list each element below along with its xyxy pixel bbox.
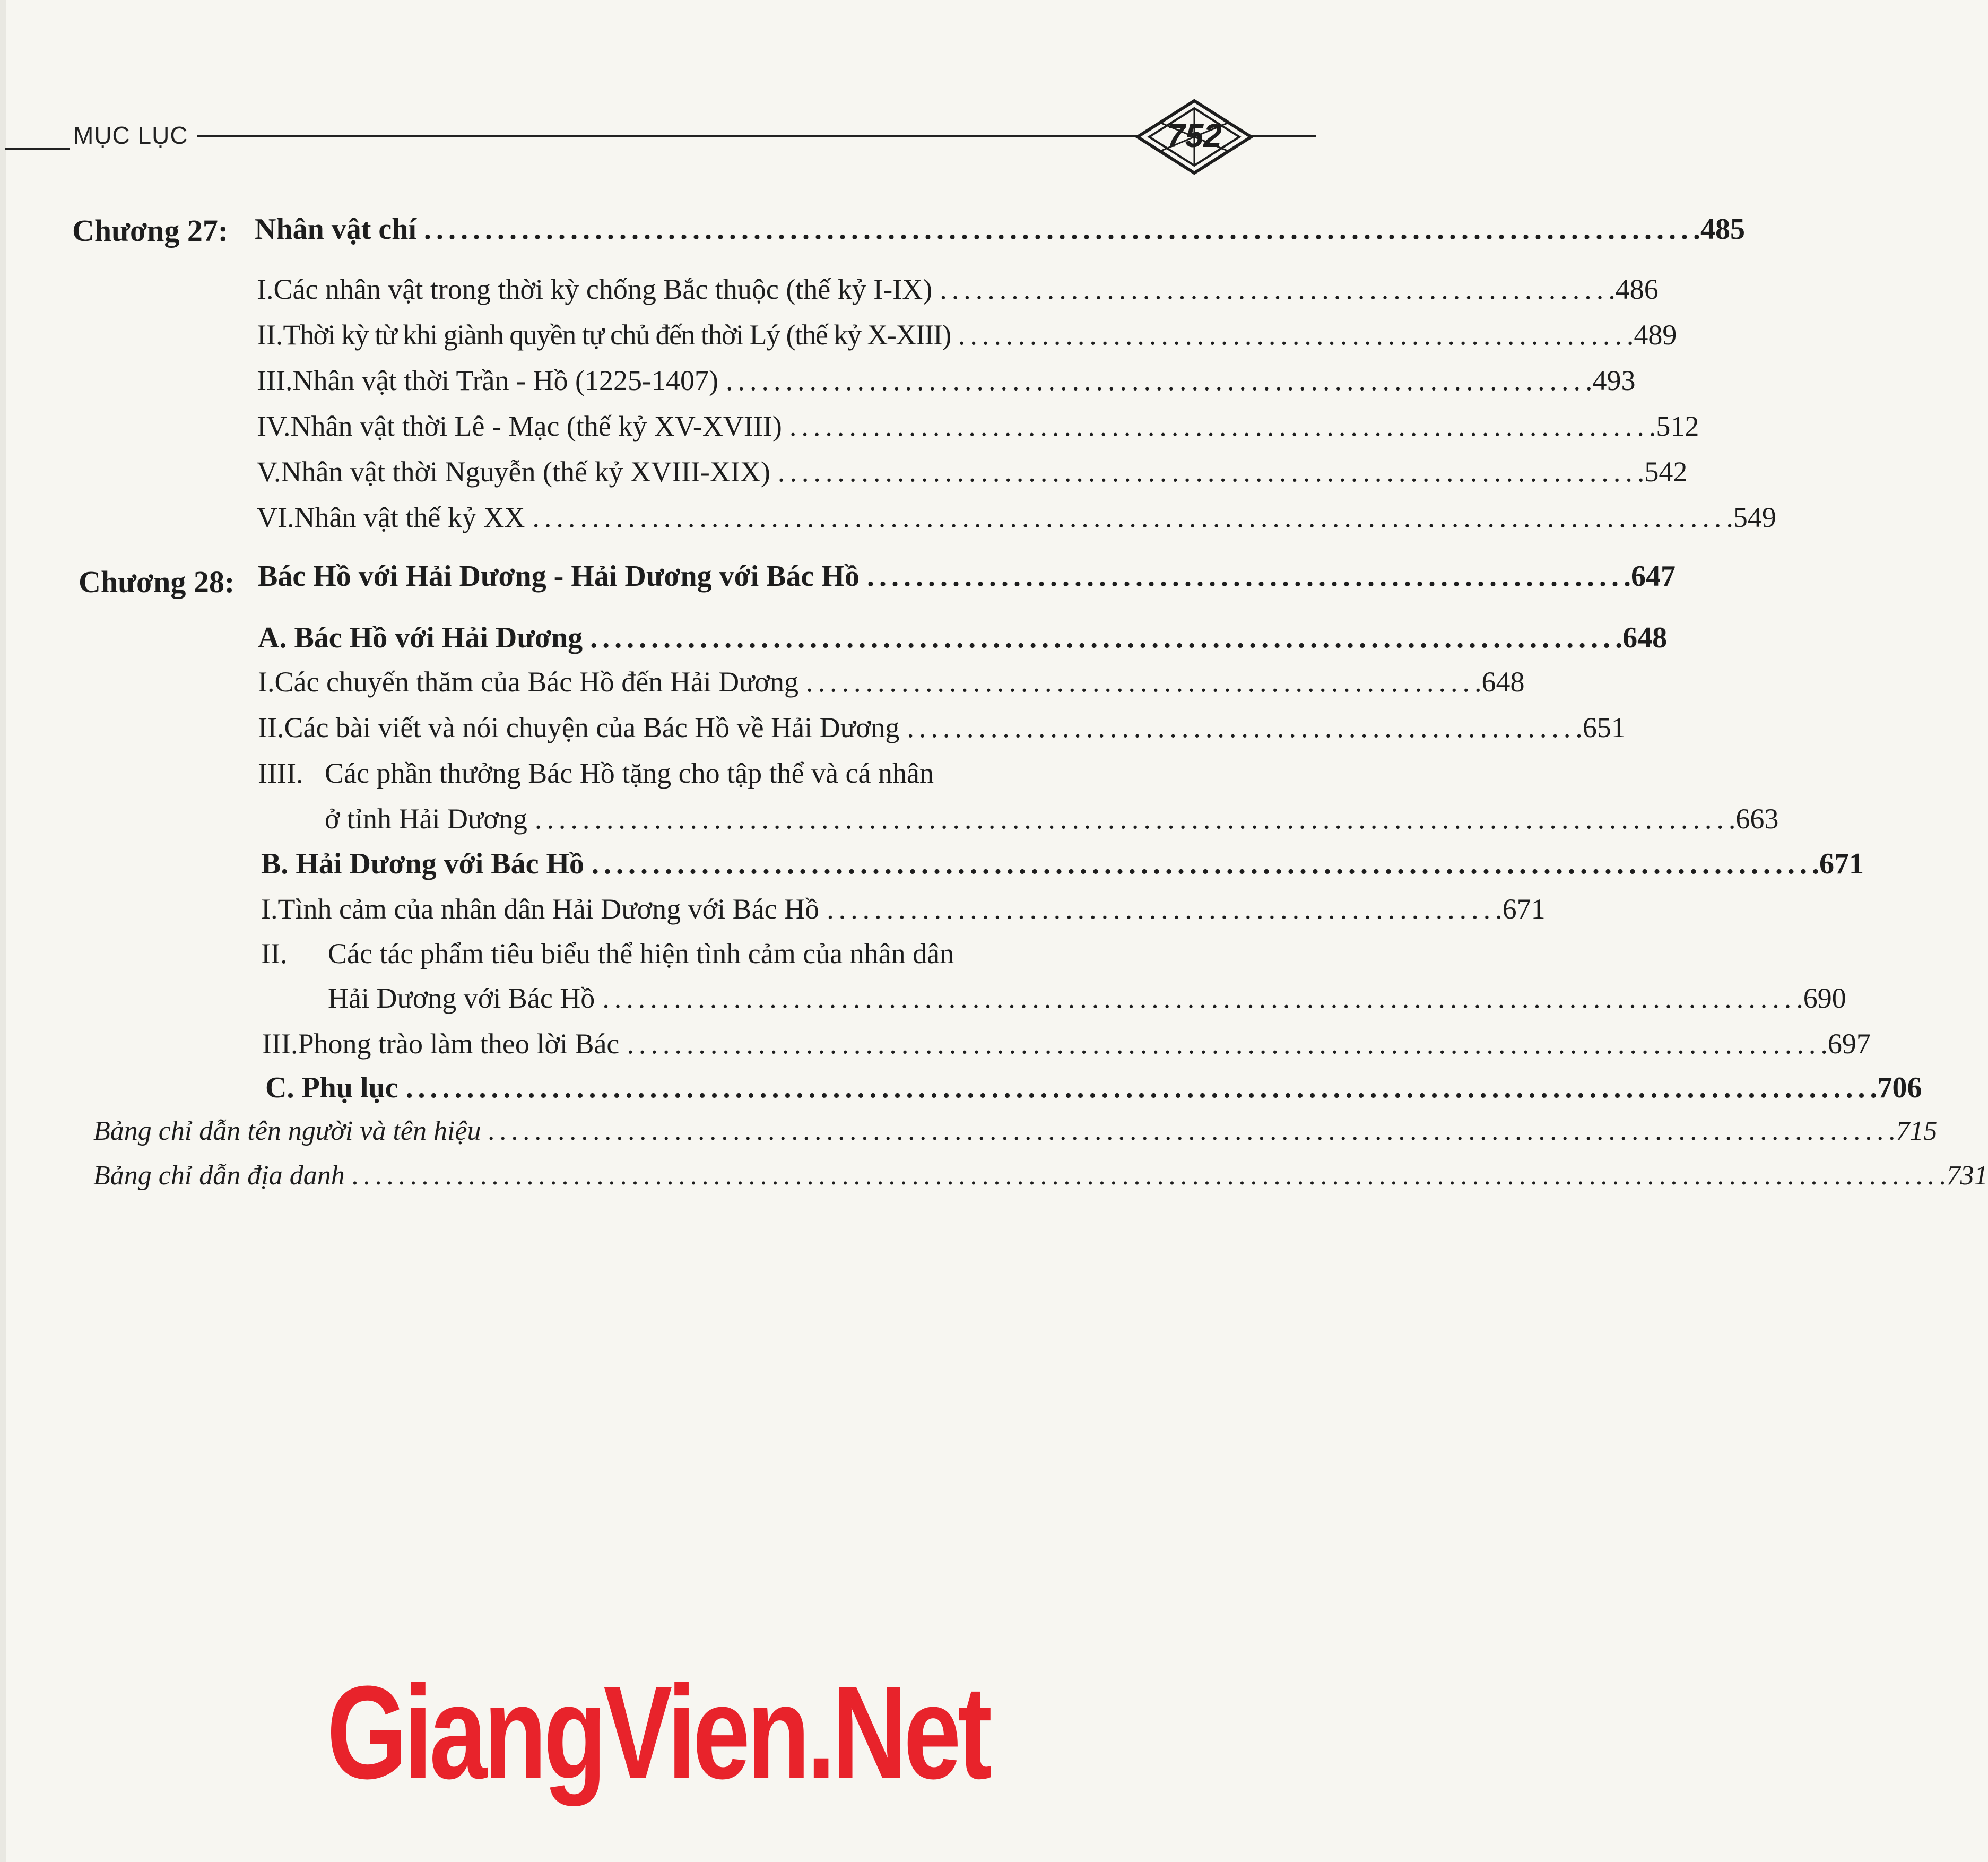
- dot-leader: ........................................................: [940, 273, 1609, 305]
- page-number: 752: [1167, 118, 1222, 154]
- item-title: Tình cảm của nhân dân Hải Dương với Bác Hồ: [277, 893, 820, 925]
- item-page: .542: [1637, 456, 1688, 488]
- header-rule: [197, 135, 1147, 137]
- item-page: .549: [1726, 501, 1776, 533]
- item-number: II.: [257, 319, 283, 351]
- toc-item-b-2[interactable]: [261, 939, 1178, 968]
- index-entry-names[interactable]: [93, 1116, 1938, 1146]
- item-title: Các chuyến thăm của Bác Hồ đến Hải Dương: [274, 666, 798, 698]
- dot-leader: ........................................................................................................................: [488, 1116, 1889, 1146]
- chapter-27-page: .485: [1692, 213, 1745, 246]
- chapter-27-title: Nhân vật chí: [255, 213, 416, 246]
- item-number: VI.: [257, 501, 294, 533]
- dot-leader: ....................................................................................................: [627, 1028, 1821, 1060]
- dot-leader: ....................................................................................................: [602, 982, 1796, 1014]
- item-title: Các tác phẩm tiêu biểu thể hiện tình cảm của nhân dân: [328, 938, 954, 969]
- item-number: IV.: [257, 410, 291, 442]
- item-page: .648: [1474, 666, 1525, 698]
- dot-leader: ....................................................................................................: [534, 803, 1729, 835]
- chapter-28-entry[interactable]: [258, 560, 1676, 593]
- item-title: Nhân vật thời Trần - Hồ (1225-1407): [292, 365, 718, 396]
- toc-item-27-6[interactable]: [257, 501, 1776, 533]
- item-number: I.: [257, 273, 274, 305]
- header-rule-left: [5, 148, 70, 150]
- dot-leader: ........................................................................................................................................: [352, 1160, 1940, 1191]
- item-page: .663: [1728, 803, 1779, 835]
- item-title: Các nhân vật trong thời kỳ chống Bắc thuộc (thế kỷ I-IX): [273, 273, 933, 305]
- dot-leader: ....................................................................................................: [532, 501, 1726, 533]
- item-title: Thời kỳ từ khi giành quyền tự chủ đến thời Lý (thế kỷ X-XIII): [283, 319, 951, 351]
- chapter-28-title: Bác Hồ với Hải Dương - Hải Dương với Bác Hồ: [258, 560, 860, 593]
- dot-leader: ........................................................: [827, 893, 1496, 925]
- dot-leader: ..............................................................: [866, 560, 1624, 593]
- section-page: .648: [1615, 621, 1668, 654]
- dot-leader: ........................................................: [806, 666, 1474, 698]
- chapter-28-page: .647: [1623, 560, 1676, 593]
- item-title: Các bài viết và nói chuyện của Bác Hồ về Hải Dương: [284, 712, 900, 743]
- section-page: .706: [1870, 1071, 1922, 1104]
- dot-leader: ........................................................................................................................: [405, 1071, 1870, 1104]
- section-c-entry[interactable]: [265, 1071, 1922, 1104]
- item-page: .486: [1608, 273, 1659, 305]
- dot-leader: ........................................................................................................: [423, 213, 1693, 246]
- dot-leader: ........................................................................: [789, 410, 1649, 442]
- dot-leader: ....................................................................................................: [592, 847, 1812, 880]
- toc-item-27-5[interactable]: [257, 456, 1688, 488]
- item-number: I.: [258, 666, 275, 698]
- section-page: .671: [1812, 847, 1864, 880]
- item-title: Phong trào làm theo lời Bác: [298, 1028, 620, 1060]
- dot-leader: ........................................................: [958, 319, 1627, 351]
- item-page: .671: [1495, 893, 1546, 925]
- item-page: .493: [1585, 365, 1636, 396]
- section-title: C. Phụ lục: [265, 1071, 398, 1104]
- item-number: III.: [257, 365, 293, 396]
- item-page: .690: [1796, 982, 1846, 1014]
- index-title: Bảng chỉ dẫn địa danh: [93, 1160, 345, 1191]
- item-title: Nhân vật thế kỷ XX: [294, 501, 525, 533]
- item-number: II.: [258, 712, 284, 743]
- index-page: .715: [1889, 1116, 1938, 1146]
- index-page: .731: [1939, 1160, 1988, 1191]
- section-a-entry[interactable]: [258, 621, 1668, 654]
- index-entry-places[interactable]: [93, 1160, 1988, 1191]
- toc-item-27-1[interactable]: [257, 273, 1659, 305]
- toc-item-a-2[interactable]: [258, 712, 1626, 743]
- chapter-27-entry[interactable]: [255, 213, 1745, 246]
- toc-item-27-4[interactable]: [257, 410, 1699, 442]
- toc-item-b-2-continued[interactable]: [328, 982, 1846, 1014]
- page-number-emblem: [1135, 99, 1253, 175]
- dot-leader: ........................................................: [907, 712, 1576, 743]
- toc-item-a-3[interactable]: [258, 759, 1178, 787]
- toc-item-a-1[interactable]: [258, 666, 1525, 698]
- toc-item-27-2[interactable]: [257, 319, 1677, 351]
- item-number: II.: [261, 938, 288, 969]
- dot-leader: ........................................................................: [725, 365, 1585, 396]
- item-title-continued: ở tỉnh Hải Dương: [325, 803, 527, 835]
- section-title: B. Hải Dương với Bác Hồ: [261, 847, 584, 880]
- item-page: .489: [1626, 319, 1677, 351]
- toc-item-b-3[interactable]: [262, 1028, 1871, 1060]
- item-title: Các phần thưởng Bác Hồ tặng cho tập thể và cá nhân: [325, 757, 934, 789]
- item-title-continued: Hải Dương với Bác Hồ: [328, 982, 595, 1014]
- section-b-entry[interactable]: [261, 847, 1864, 880]
- section-title: A. Bác Hồ với Hải Dương: [258, 621, 583, 654]
- header-rule-end: [1244, 135, 1316, 137]
- item-page: .651: [1575, 712, 1626, 743]
- toc-item-a-3-continued[interactable]: [325, 803, 1779, 835]
- dot-leader: ........................................................................: [777, 456, 1637, 488]
- toc-item-27-3[interactable]: [257, 365, 1636, 396]
- item-page: .512: [1648, 410, 1699, 442]
- item-number: I.: [261, 893, 278, 925]
- item-number: IIII.: [258, 757, 303, 789]
- item-page: .697: [1820, 1028, 1871, 1060]
- item-title: Nhân vật thời Nguyễn (thế kỷ XVIII-XIX): [281, 456, 770, 488]
- dot-leader: ....................................................................................: [590, 621, 1616, 654]
- item-number: V.: [257, 456, 281, 488]
- chapter-27-label: Chương 27:: [72, 213, 229, 248]
- index-title: Bảng chỉ dẫn tên người và tên hiệu: [93, 1116, 481, 1146]
- item-number: III.: [262, 1028, 298, 1060]
- section-title: MỤC LỤC: [73, 122, 188, 149]
- toc-item-b-1[interactable]: [261, 893, 1546, 925]
- watermark: GiangVien.Net: [326, 1658, 989, 1806]
- item-title: Nhân vật thời Lê - Mạc (thế kỷ XV-XVIII): [290, 410, 782, 442]
- page-edge: [0, 0, 6, 1862]
- chapter-28-label: Chương 28:: [79, 565, 235, 599]
